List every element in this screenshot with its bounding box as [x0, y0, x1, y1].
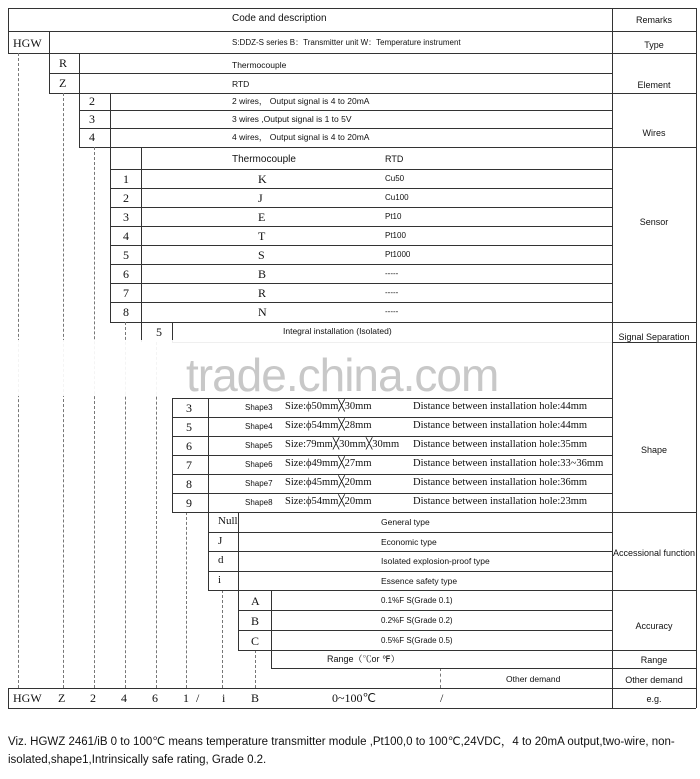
accuracy-desc: 0.1%F S(Grade 0.1)	[381, 596, 453, 605]
header-code: Code and description	[232, 13, 327, 24]
sensor-code: 2	[123, 191, 129, 205]
shape-size: Size:ϕ54mm╳28mm	[285, 420, 372, 431]
sensor-rtd: Pt100	[385, 231, 406, 240]
wires-desc-3: 3 wires ,Output signal is 1 to 5V	[232, 114, 352, 124]
accessional-remark: Accessional function	[612, 548, 696, 558]
other-desc: Other demand	[506, 674, 561, 684]
example-cell: i	[222, 691, 226, 705]
sensor-tc: R	[258, 286, 267, 300]
sensor-tc: E	[258, 210, 266, 224]
sensor-col-tc: Thermocouple	[232, 154, 296, 165]
example-cell: 6	[152, 691, 158, 705]
accuracy-remark: Accuracy	[635, 621, 673, 631]
example-cell: /	[440, 691, 444, 705]
shape-code: 8	[186, 477, 192, 491]
sensor-tc: S	[258, 248, 265, 262]
accuracy-desc: 0.2%F S(Grade 0.2)	[381, 616, 453, 625]
signal-remark: Signal Separation	[618, 332, 690, 342]
example-cell: B	[251, 691, 260, 705]
example-cell: 4	[121, 691, 127, 705]
shape-name: Shape8	[245, 498, 273, 507]
shape-size: Size:ϕ54mm╳20mm	[285, 496, 372, 507]
sensor-rtd: -----	[385, 269, 399, 278]
sensor-rtd: Cu100	[385, 193, 409, 202]
shape-name: Shape7	[245, 479, 273, 488]
sensor-tc: J	[258, 191, 263, 205]
signal-desc: Integral installation (Isolated)	[283, 326, 392, 336]
sensor-tc: B	[258, 267, 267, 281]
shape-code: 9	[186, 496, 192, 510]
shape-distance: Distance between installation hole:35mm	[413, 439, 588, 450]
shape-code: 6	[186, 439, 192, 453]
shape-name: Shape4	[245, 422, 273, 431]
wires-remark: Wires	[642, 128, 666, 138]
accessional-code: J	[218, 534, 223, 547]
sensor-code: 4	[123, 229, 129, 243]
example-cell: 0~100℃	[332, 691, 376, 705]
shape-distance: Distance between installation hole:23mm	[413, 496, 588, 507]
footnote-line-1: Viz. HGWZ 2461/iB 0 to 100℃ means temperature transmitter module ,Pt100,0 to 100℃,24VDC，4 to 20mA output,two-wire, non-	[8, 736, 675, 748]
accessional-desc: Essence safety type	[381, 575, 458, 586]
sensor-rtd: -----	[385, 288, 399, 297]
sensor-remark: Sensor	[639, 217, 669, 227]
accuracy-code: B	[251, 614, 260, 628]
shape-code: 5	[186, 420, 192, 434]
accessional-code: i	[218, 573, 222, 586]
sensor-rtd: -----	[385, 307, 399, 316]
element-code-z: Z	[59, 76, 67, 90]
sensor-rtd: Pt1000	[385, 250, 411, 259]
type-code: HGW	[13, 36, 42, 50]
accessional-code: Null	[218, 515, 238, 527]
sensor-tc: T	[258, 229, 266, 243]
header-remarks: Remarks	[635, 15, 672, 25]
footnote-line-2: isolated,shape1,Intrinsically safe rating, Grade 0.2.	[8, 754, 267, 766]
sensor-code: 5	[123, 248, 129, 262]
shape-distance: Distance between installation hole:44mm	[413, 420, 588, 431]
sensor-code: 8	[123, 305, 129, 319]
type-remark: Type	[644, 40, 664, 50]
element-code-r: R	[59, 56, 68, 70]
shape-size: Size:ϕ45mm╳20mm	[285, 477, 372, 488]
element-remark: Element	[637, 80, 671, 90]
example-cell: Z	[58, 691, 66, 705]
shape-remark: Shape	[640, 445, 668, 455]
shape-size: Size:79mm╳30mm╳30mm	[285, 439, 400, 450]
sensor-code: 1	[123, 172, 129, 186]
accessional-desc: Isolated explosion-proof type	[381, 556, 490, 566]
sensor-rtd: Pt10	[385, 212, 402, 221]
accessional-desc: Economic type	[381, 536, 437, 547]
shape-code: 7	[186, 458, 192, 472]
example-cell: HGW	[13, 691, 42, 705]
shape-distance: Distance between installation hole:36mm	[413, 477, 588, 488]
watermark-text: trade.china.com	[186, 349, 499, 401]
shape-size: Size:ϕ50mm╳30mm	[285, 401, 372, 412]
wires-code-4: 4	[89, 130, 95, 144]
example-cell: /	[196, 691, 200, 705]
sensor-rtd: Cu50	[385, 174, 405, 183]
example-cell: 1	[183, 691, 189, 705]
sensor-code: 3	[123, 210, 129, 224]
sensor-code: 6	[123, 267, 129, 281]
range-remark: Range	[640, 655, 668, 665]
element-desc-r: Thermocouple	[232, 60, 287, 70]
shape-name: Shape6	[245, 460, 273, 469]
sensor-col-rtd: RTD	[385, 154, 404, 164]
shape-code: 3	[186, 401, 192, 415]
sensor-tc: K	[258, 172, 267, 186]
accuracy-code: C	[251, 634, 260, 648]
wires-code-2: 2	[89, 94, 95, 108]
type-desc: S:DDZ-S series B：Transmitter unit W：Temperature instrument	[232, 38, 461, 47]
shape-distance: Distance between installation hole:44mm	[413, 401, 588, 412]
example-remark: e.g.	[646, 694, 662, 704]
shape-distance: Distance between installation hole:33~36mm	[413, 458, 604, 469]
example-cell: 2	[90, 691, 96, 705]
shape-name: Shape5	[245, 441, 273, 450]
sensor-code: 7	[123, 286, 129, 300]
accuracy-code: A	[251, 594, 260, 608]
shape-size: Size:ϕ49mm╳27mm	[285, 458, 372, 469]
wires-code-3: 3	[89, 112, 95, 126]
sensor-tc: N	[258, 305, 267, 319]
range-desc: Range（℃or ℉）	[327, 654, 400, 664]
signal-code: 5	[156, 325, 162, 339]
accuracy-desc: 0.5%F S(Grade 0.5)	[381, 636, 453, 645]
other-remark: Other demand	[625, 675, 683, 685]
wires-desc-2: 2 wires， Output signal is 4 to 20mA	[232, 96, 370, 106]
shape-name: Shape3	[245, 403, 273, 412]
element-desc-z: RTD	[232, 79, 250, 89]
wires-desc-4: 4 wires， Output signal is 4 to 20mA	[232, 132, 370, 142]
accessional-code: d	[218, 554, 224, 566]
accessional-desc: General type	[381, 517, 430, 527]
